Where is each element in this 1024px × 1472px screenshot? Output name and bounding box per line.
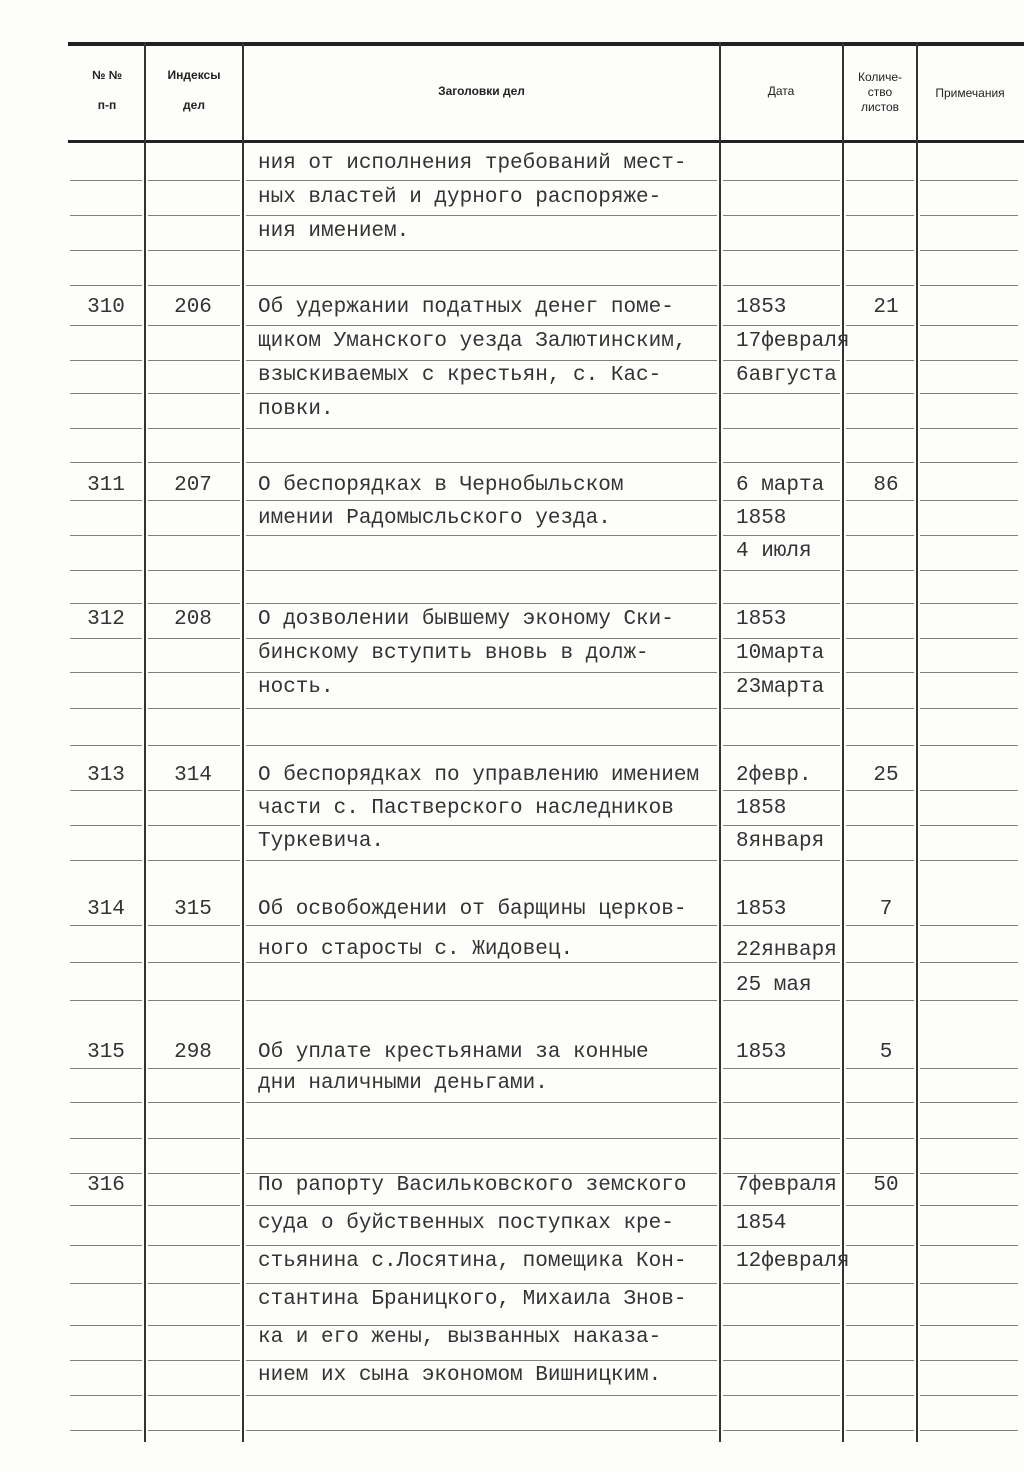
rule-line <box>723 180 840 181</box>
rule-line <box>723 462 840 463</box>
record-title-line: По рапорту Васильковского земского <box>258 1174 687 1197</box>
rule-line <box>723 825 840 826</box>
rule-line <box>148 672 240 673</box>
rule-line <box>70 1395 142 1396</box>
rule-line <box>920 860 1018 861</box>
record-title-line: стьянина с.Лосятина, помещика Кон- <box>258 1250 687 1273</box>
record-date-line: 23марта <box>736 676 825 699</box>
rule-line <box>246 603 717 604</box>
rule-line <box>148 745 240 746</box>
rule-line <box>148 1245 240 1246</box>
record-title-line: Об удержании податных денег поме- <box>258 296 674 319</box>
rule-line <box>246 1205 717 1206</box>
rule-line <box>920 360 1018 361</box>
record-date-line: 12февраля <box>736 1250 850 1273</box>
rule-line <box>846 1245 914 1246</box>
record-sheet-count: 21 <box>873 296 899 319</box>
record-date-line: 1854 <box>736 1212 787 1235</box>
record-title-line: О беспорядках по управлению имением <box>258 764 700 787</box>
rule-line <box>723 360 840 361</box>
rule-line <box>70 428 142 429</box>
record-title-line: стантина Браницкого, Михаила Знов- <box>258 1288 687 1311</box>
rule-line <box>846 790 914 791</box>
rule-line <box>246 790 717 791</box>
rule-line <box>846 1325 914 1326</box>
rule-line <box>723 1395 840 1396</box>
rule-line <box>723 1245 840 1246</box>
rule-line <box>846 1068 914 1069</box>
rule-line <box>70 962 142 963</box>
record-number: 314 <box>87 898 125 921</box>
rule-line <box>246 250 717 251</box>
rule-line <box>920 250 1018 251</box>
rule-line <box>846 1205 914 1206</box>
rule-line <box>148 1360 240 1361</box>
rule-line <box>148 1325 240 1326</box>
rule-line <box>70 500 142 501</box>
rule-line <box>920 393 1018 394</box>
record-title-line: повки. <box>258 398 334 421</box>
record-title-line: Об освобождении от барщины церков- <box>258 898 687 921</box>
rule-line <box>246 215 717 216</box>
rule-line <box>723 285 840 286</box>
header-index: Индексы дел <box>167 68 221 112</box>
rule-line <box>70 1360 142 1361</box>
record-date-line: 1853 <box>736 1041 787 1064</box>
rule-line <box>920 1138 1018 1139</box>
rule-line <box>723 790 840 791</box>
rule-line <box>723 603 840 604</box>
rule-line <box>723 1102 840 1103</box>
record-number: 315 <box>87 1041 125 1064</box>
rule-line <box>148 825 240 826</box>
rule-line <box>70 1068 142 1069</box>
rule-line <box>246 1000 717 1001</box>
record-date-line: 10марта <box>736 642 825 665</box>
rule-line <box>920 1245 1018 1246</box>
rule-line <box>148 462 240 463</box>
rule-line <box>70 790 142 791</box>
rule-line <box>846 1360 914 1361</box>
record-number: 311 <box>87 474 125 497</box>
rule-line <box>723 570 840 571</box>
record-date-line: 8января <box>736 830 825 853</box>
rule-line <box>148 603 240 604</box>
rule-line <box>920 790 1018 791</box>
column-divider <box>916 42 918 1442</box>
record-title-line: имении Радомысльского уезда. <box>258 507 611 530</box>
continuation-title-line: ния от исполнения требований мест- <box>258 152 687 175</box>
rule-line <box>246 1245 717 1246</box>
rule-line <box>846 535 914 536</box>
rule-line <box>148 638 240 639</box>
rule-line <box>148 180 240 181</box>
rule-line <box>70 360 142 361</box>
rule-line <box>246 1283 717 1284</box>
record-index: 207 <box>174 474 212 497</box>
rule-line <box>920 638 1018 639</box>
rule-line <box>70 570 142 571</box>
record-number: 310 <box>87 296 125 319</box>
record-date-line: 4 июля <box>736 540 812 563</box>
rule-line <box>920 825 1018 826</box>
rule-line <box>920 215 1018 216</box>
record-title-line: ного старосты с. Жидовец. <box>258 938 574 961</box>
rule-line <box>70 708 142 709</box>
header-bottom-border <box>68 140 1024 143</box>
rule-line <box>148 360 240 361</box>
rule-line <box>920 1325 1018 1326</box>
rule-line <box>846 462 914 463</box>
rule-line <box>846 428 914 429</box>
rule-line <box>148 1173 240 1174</box>
rule-line <box>148 325 240 326</box>
rule-line <box>148 250 240 251</box>
column-divider <box>242 42 244 1442</box>
rule-line <box>920 325 1018 326</box>
rule-line <box>70 860 142 861</box>
record-date-line: 1853 <box>736 898 787 921</box>
rule-line <box>723 215 840 216</box>
rule-line <box>723 325 840 326</box>
record-title-line: части с. Пастверского наследников <box>258 797 674 820</box>
rule-line <box>246 638 717 639</box>
rule-line <box>246 535 717 536</box>
rule-line <box>920 1360 1018 1361</box>
rule-line <box>70 925 142 926</box>
column-divider <box>144 42 146 1442</box>
rule-line <box>846 250 914 251</box>
rule-line <box>920 708 1018 709</box>
rule-line <box>70 1283 142 1284</box>
record-title-line: Об уплате крестьянами за конные <box>258 1041 649 1064</box>
rule-line <box>70 325 142 326</box>
record-number: 313 <box>87 764 125 787</box>
rule-line <box>920 1068 1018 1069</box>
rule-line <box>148 1102 240 1103</box>
record-title-line: О дозволении бывшему эконому Ски- <box>258 608 674 631</box>
rule-line <box>70 462 142 463</box>
rule-line <box>920 462 1018 463</box>
record-sheet-count: 86 <box>873 474 899 497</box>
rule-line <box>846 393 914 394</box>
rule-line <box>723 1430 840 1431</box>
rule-line <box>148 570 240 571</box>
rule-line <box>920 745 1018 746</box>
rule-line <box>246 180 717 181</box>
rule-line <box>846 180 914 181</box>
header-title: Заголовки дел <box>438 84 525 98</box>
rule-line <box>148 1430 240 1431</box>
rule-line <box>148 285 240 286</box>
rule-line <box>723 1325 840 1326</box>
record-number: 316 <box>87 1174 125 1197</box>
record-date-line: 2февр. <box>736 764 812 787</box>
record-date-line: 6 марта <box>736 474 825 497</box>
record-date-line: 1853 <box>736 296 787 319</box>
rule-line <box>246 962 717 963</box>
record-title-line: Туркевича. <box>258 830 385 853</box>
rule-line <box>148 790 240 791</box>
rule-line <box>246 672 717 673</box>
rule-line <box>70 250 142 251</box>
rule-line <box>148 1138 240 1139</box>
record-index: 298 <box>174 1041 212 1064</box>
rule-line <box>920 1430 1018 1431</box>
rule-line <box>148 500 240 501</box>
rule-line <box>920 428 1018 429</box>
continuation-title-line: ния имением. <box>258 220 410 243</box>
rule-line <box>246 860 717 861</box>
rule-line <box>70 1138 142 1139</box>
rule-line <box>148 1283 240 1284</box>
rule-line <box>846 325 914 326</box>
record-number: 312 <box>87 608 125 631</box>
rule-line <box>846 570 914 571</box>
rule-line <box>70 603 142 604</box>
record-index: 314 <box>174 764 212 787</box>
rule-line <box>920 535 1018 536</box>
rule-line <box>920 1173 1018 1174</box>
rule-line <box>920 672 1018 673</box>
rule-line <box>70 1245 142 1246</box>
rule-line <box>246 462 717 463</box>
record-title-line: О беспорядках в Чернобыльском <box>258 474 624 497</box>
rule-line <box>723 1000 840 1001</box>
rule-line <box>846 1000 914 1001</box>
record-title-line: ность. <box>258 676 334 699</box>
rule-line <box>70 638 142 639</box>
rule-line <box>723 393 840 394</box>
record-index: 206 <box>174 296 212 319</box>
rule-line <box>723 638 840 639</box>
rule-line <box>246 1360 717 1361</box>
rule-line <box>723 250 840 251</box>
rule-line <box>148 1395 240 1396</box>
rule-line <box>846 1395 914 1396</box>
rule-line <box>70 1000 142 1001</box>
record-title-line: взыскиваемых с крестьян, с. Кас- <box>258 364 662 387</box>
rule-line <box>920 1205 1018 1206</box>
rule-line <box>246 1138 717 1139</box>
record-index: 315 <box>174 898 212 921</box>
record-date-line: 1858 <box>736 797 787 820</box>
record-title-line: дни наличными деньгами. <box>258 1072 548 1095</box>
rule-line <box>723 1068 840 1069</box>
rule-line <box>846 708 914 709</box>
rule-line <box>723 1283 840 1284</box>
rule-line <box>246 825 717 826</box>
rule-line <box>846 500 914 501</box>
rule-line <box>148 428 240 429</box>
rule-line <box>148 393 240 394</box>
rule-line <box>148 1068 240 1069</box>
rule-line <box>148 925 240 926</box>
continuation-title-line: ных властей и дурного распоряже- <box>258 186 662 209</box>
rule-line <box>246 570 717 571</box>
rule-line <box>246 745 717 746</box>
rule-line <box>846 360 914 361</box>
rule-line <box>246 1395 717 1396</box>
header-notes: Примечания <box>935 86 1005 100</box>
rule-line <box>246 428 717 429</box>
record-sheet-count: 50 <box>873 1174 899 1197</box>
record-sheet-count: 7 <box>879 898 893 921</box>
rule-line <box>70 393 142 394</box>
rule-line <box>723 672 840 673</box>
record-date-line: 25 мая <box>736 974 812 997</box>
rule-line <box>846 285 914 286</box>
rule-line <box>920 603 1018 604</box>
rule-line <box>148 1000 240 1001</box>
rule-line <box>846 1102 914 1103</box>
rule-line <box>70 180 142 181</box>
rule-line <box>920 180 1018 181</box>
rule-line <box>723 708 840 709</box>
rule-line <box>70 1325 142 1326</box>
rule-line <box>70 1430 142 1431</box>
rule-line <box>246 325 717 326</box>
rule-line <box>920 1283 1018 1284</box>
rule-line <box>846 215 914 216</box>
table-top-border <box>68 42 1024 46</box>
rule-line <box>846 672 914 673</box>
rule-line <box>70 745 142 746</box>
rule-line <box>846 1138 914 1139</box>
record-sheet-count: 25 <box>873 764 899 787</box>
rule-line <box>846 962 914 963</box>
rule-line <box>246 360 717 361</box>
column-divider <box>719 42 721 1442</box>
rule-line <box>846 745 914 746</box>
rule-line <box>246 285 717 286</box>
rule-line <box>723 860 840 861</box>
rule-line <box>723 428 840 429</box>
column-divider <box>842 42 844 1442</box>
rule-line <box>920 500 1018 501</box>
rule-line <box>246 1430 717 1431</box>
rule-line <box>148 535 240 536</box>
rule-line <box>723 1138 840 1139</box>
header-date: Дата <box>767 84 795 98</box>
rule-line <box>148 1205 240 1206</box>
rule-line <box>70 285 142 286</box>
record-index: 208 <box>174 608 212 631</box>
rule-line <box>723 500 840 501</box>
record-date-line: 1858 <box>736 507 787 530</box>
record-title-line: нием их сына экономом Вишницким. <box>258 1364 662 1387</box>
record-title-line: щиком Уманского уезда Залютинским, <box>258 330 687 353</box>
record-date-line: 1853 <box>736 608 787 631</box>
rule-line <box>920 285 1018 286</box>
rule-line <box>920 962 1018 963</box>
rule-line <box>70 1102 142 1103</box>
rule-line <box>70 535 142 536</box>
rule-line <box>148 962 240 963</box>
record-date-line: 17февраля <box>736 330 850 353</box>
rule-line <box>723 925 840 926</box>
rule-line <box>70 672 142 673</box>
record-date-line: 22января <box>736 939 837 962</box>
rule-line <box>70 215 142 216</box>
rule-line <box>723 1360 840 1361</box>
rule-line <box>920 570 1018 571</box>
header-sheets: Количе- ство листов <box>857 70 903 114</box>
rule-line <box>846 1430 914 1431</box>
rule-line <box>920 1102 1018 1103</box>
rule-line <box>846 925 914 926</box>
rule-line <box>846 825 914 826</box>
rule-line <box>846 1283 914 1284</box>
rule-line <box>723 1205 840 1206</box>
rule-line <box>846 638 914 639</box>
header-no: № № п-п <box>91 68 123 112</box>
rule-line <box>246 708 717 709</box>
rule-line <box>148 215 240 216</box>
record-date-line: 7февраля <box>736 1174 837 1197</box>
rule-line <box>846 860 914 861</box>
rule-line <box>246 393 717 394</box>
rule-line <box>148 708 240 709</box>
rule-line <box>920 1000 1018 1001</box>
rule-line <box>920 925 1018 926</box>
rule-line <box>846 603 914 604</box>
record-title-line: бинскому вступить вновь в долж- <box>258 642 649 665</box>
rule-line <box>723 745 840 746</box>
rule-line <box>148 860 240 861</box>
record-title-line: суда о буйственных поступках кре- <box>258 1212 674 1235</box>
rule-line <box>246 1102 717 1103</box>
rule-line <box>70 825 142 826</box>
record-title-line: ка и его жены, вызванных наказа- <box>258 1326 662 1349</box>
rule-line <box>723 535 840 536</box>
record-date-line: 6августа <box>736 364 837 387</box>
rule-line <box>920 1395 1018 1396</box>
rule-line <box>246 1068 717 1069</box>
record-sheet-count: 5 <box>879 1041 893 1064</box>
rule-line <box>246 500 717 501</box>
rule-line <box>70 1205 142 1206</box>
rule-line <box>246 925 717 926</box>
